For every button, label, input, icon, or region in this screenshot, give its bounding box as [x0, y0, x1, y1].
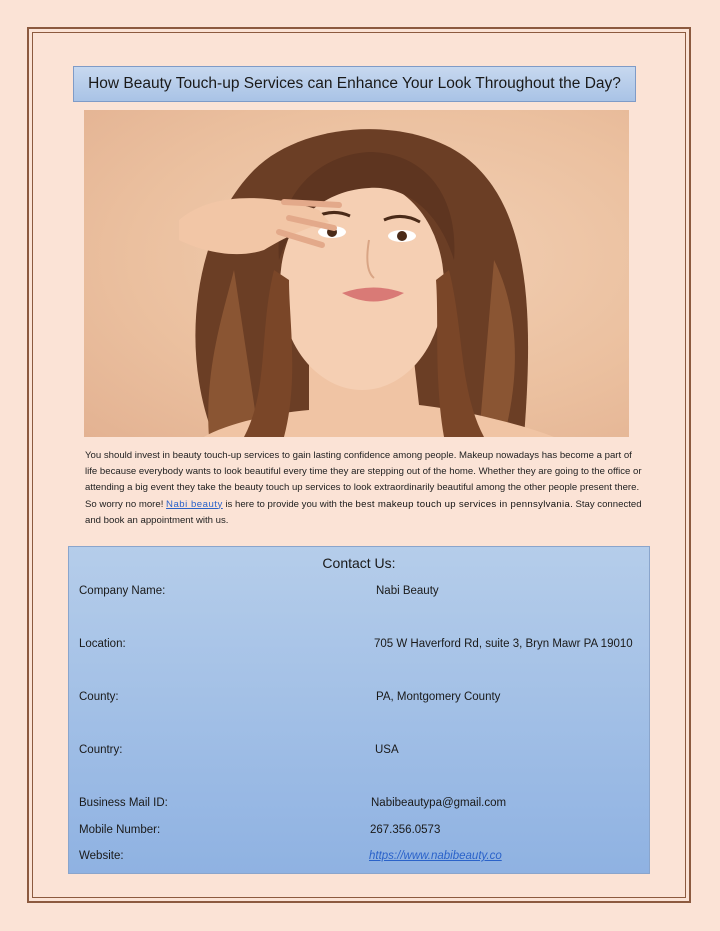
nabi-beauty-link[interactable]: Nabi beauty: [166, 498, 223, 510]
intro-bold-text: best makeup touch up services in pennsylvania: [355, 498, 571, 510]
intro-text-2: is here to provide you with the: [222, 498, 356, 510]
mobile-value: 267.356.0573: [370, 824, 441, 836]
mail-value: Nabibeautypa@gmail.com: [371, 797, 507, 809]
website-label: Website:: [79, 850, 124, 862]
title-banner: [73, 66, 636, 102]
company-name-value: Nabi Beauty: [376, 585, 439, 597]
country-label: Country:: [79, 744, 123, 756]
intro-paragraph: [85, 448, 645, 529]
mobile-label: Mobile Number:: [79, 824, 161, 836]
intro-text-3: . Stay connected and book an appointment with us.: [85, 498, 642, 526]
location-label: Location:: [79, 638, 126, 650]
website-link[interactable]: https://www.nabibeauty.co: [369, 850, 502, 862]
mail-label: Business Mail ID:: [79, 797, 168, 809]
page-title: How Beauty Touch-up Services can Enhance Your Look Throughout the Day?: [88, 75, 621, 92]
company-name-label: Company Name:: [79, 585, 166, 597]
intro-text-1: You should invest in beauty touch-up services to gain lasting confidence among people. Makeup nowadays has become a part of life because everybody wants to look beautiful every time they are stepping out of the home. Whether they are going to the office or attending a big event they take the beauty touch up services to look extraordinarily beautiful among the other people present there. So worry no more!: [85, 450, 642, 510]
website-value: [369, 850, 502, 862]
contact-title: Contact Us:: [322, 555, 396, 571]
county-label: County:: [79, 691, 119, 703]
location-value: 705 W Haverford Rd, suite 3, Bryn Mawr PA 19010: [374, 638, 633, 650]
country-value: USA: [375, 744, 399, 756]
woman-portrait-illustration: [84, 110, 629, 437]
hero-photo: [84, 110, 629, 437]
county-value: PA, Montgomery County: [376, 691, 501, 703]
contact-box: [68, 546, 650, 874]
